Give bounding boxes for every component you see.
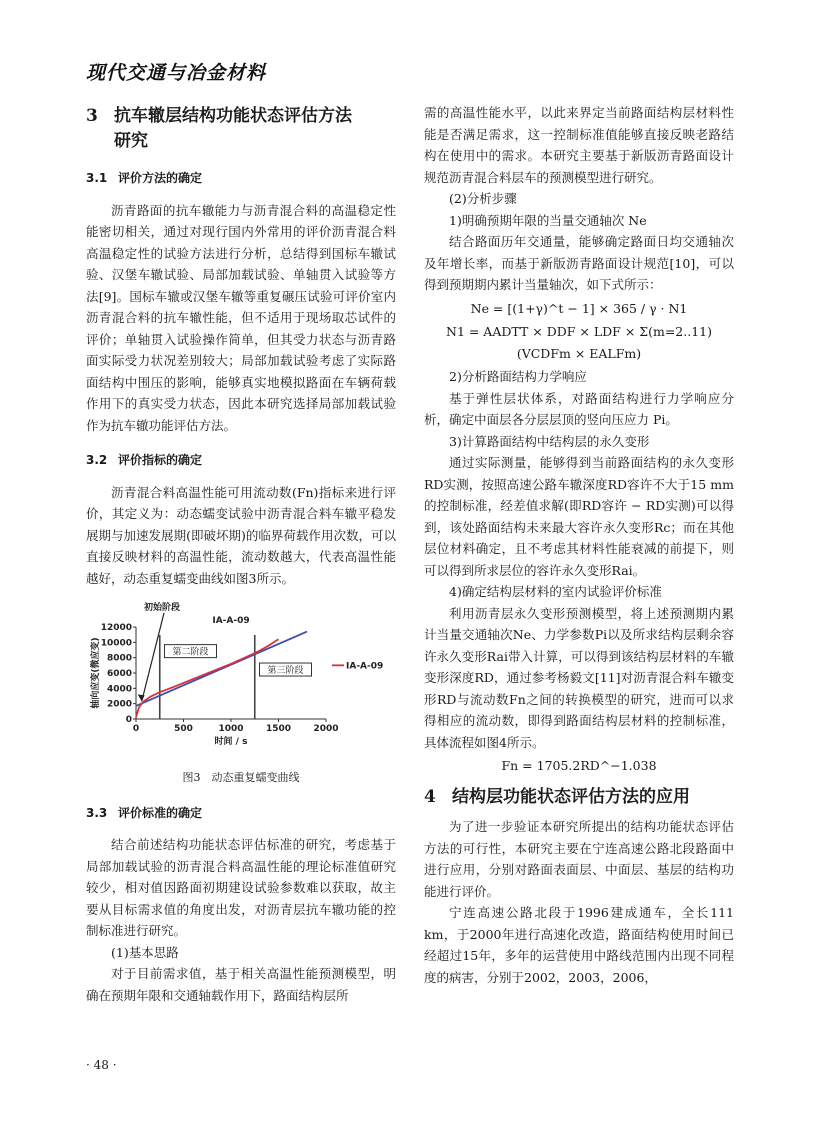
right-column (424, 102, 734, 988)
section-title-line2: 研究 (114, 131, 148, 151)
formula-fn: Fn = 1705.2RD^−1.038 (501, 758, 657, 773)
paragraph: 利用沥青层永久变形预测模型，将上述预测期内累计当量交通轴次Ne、力学参数Pi以及所求结构层剩余容许永久变形Rai带入计算，可以得到该结构层材料的车辙变形深度RD，通过参考杨毅文[11]对沥青混合料车辙变形RD与流动数Fn之间的转换模型的研究，进而可以求得相应的流动数，即得到路面结构层材料的控制标准，具体流程如图4所示。 (424, 605, 734, 750)
paragraph: 结合前述结构功能状态评估标准的研究，考虑基于局部加载试验的沥青混合料高温性能的理论标准值研究较少，相对值因路面初期建设试验参数难以获取，故主要从目标需求值的角度出发，对沥青层抗车辙功能的控制标准进行研究。 (86, 837, 396, 938)
x-tick-label: 0 (132, 724, 140, 734)
step-3-title: 3)计算路面结构中结构层的永久变形 (449, 433, 650, 449)
subsection-number: 3.1 (86, 171, 108, 185)
paragraph: 沥青路面的抗车辙能力与沥青混合料的高温稳定性能密切相关，通过对现行国内外常用的评价沥青混合料高温稳定性的试验方法进行分析，总结得到国标车辙试验、汉堡车辙试验、局部加载试验、单轴贯入试验等方法[9]。国标车辙或汉堡车辙等重复碾压试验可评价室内沥青混合料的抗车辙性能，但不适用于现场取芯试件的评价；单轴贯入试验操作简单，但其受力状态与沥青路面实际受力状况差别较大；局部加载试验考虑了实际路面结构中围压的影响，能够真实地模拟路面在车辆荷载作用下的真实受力状态，因此本研究选择局部加载试验作为抗车辙功能评估方法。 (86, 202, 396, 433)
subsection-title: 评价标准的确定 (118, 805, 203, 820)
figure-3 (86, 597, 396, 765)
figure-caption: 图3 动态重复蠕变曲线 (182, 771, 300, 784)
section-number: 3 (86, 106, 98, 126)
y-tick-label: 8000 (106, 653, 132, 664)
paragraph: 基于弹性层状体系，对路面结构进行力学响应分析，确定中面层各分层层顶的竖向压应力 Pi。 (424, 390, 734, 427)
section-4-heading (424, 787, 734, 809)
formula-ne: Ne = [(1+γ)^t − 1] × 365 / γ · N1 (470, 300, 688, 316)
step-1-title: 1)明确预期年限的当量交通轴次 Ne (449, 212, 647, 228)
stage-2-label: 第二阶段 (172, 647, 209, 658)
paragraph: 通过实际测量，能够得到当前路面结构的永久变形RD实测，按照高速公路车辙深度RD容许不大于15 mm的控制标准，经差值求解(即RD容许 − RD实测)可以得到，该处路面结构未来最大容许永久变形Rc；而在其他层位材料确定，且不考虑其材料性能衰减的前提下，则可以得到所求层位的容许永久变形Rai。 (424, 455, 734, 578)
creep-curve-chart (86, 597, 396, 765)
x-tick-label: 1000 (218, 724, 244, 734)
initial-stage-label: 初始阶段 (144, 603, 181, 613)
initial-stage-arrow (142, 613, 164, 701)
subsection-title: 评价指标的确定 (118, 453, 203, 467)
y-tick-label: 4000 (106, 684, 132, 695)
subsection-title: 评价方法的确定 (118, 171, 203, 185)
step-title: (2)分析步骤 (449, 191, 517, 206)
subsection-3-3-heading (86, 803, 396, 825)
step-4-title: 4)确定结构层材料的室内试验评价标准 (449, 584, 662, 599)
page-number: · 48 · (86, 1058, 117, 1072)
paragraph: 宁连高速公路北段于1996建成通车，全长111 km，于2000年进行高速化改造，路面结构使用时间已经超过15年，多年的运营使用中路线范围内出现不同程度的病害，分别于2002，2003，2006， (424, 905, 734, 985)
x-tick-label: 500 (174, 724, 193, 734)
paragraph: 沥青混合料高温性能可用流动数(Fn)指标来进行评价，其定义为：动态蠕变试验中沥青混合料车辙平稳发展期与加速发展期(即破坏期)的临界荷载作用次数，可以直接反映材料的高温性能，流动数越大，代表高温性能越好，动态重复蠕变曲线如图3所示。 (86, 484, 396, 586)
y-tick-label: 6000 (106, 669, 132, 679)
section-number: 4 (424, 786, 436, 807)
paragraph: 为了进一步验证本研究所提出的结构功能状态评估方法的可行性，本研究主要在宁连高速公路北段路面中进行应用，分别对路面表面层、中面层、基层的结构功能进行评价。 (424, 819, 734, 899)
x-tick-label: 2000 (313, 724, 339, 734)
step-2-title: 2)分析路面结构力学响应 (449, 369, 587, 384)
journal-title: 现代交通与冶金材料 (86, 62, 267, 84)
y-tick-label: 2000 (106, 699, 132, 710)
subsection-number: 3.2 (86, 453, 108, 467)
y-tick-label: 10000 (100, 638, 132, 649)
formula-n1: N1 = AADTT × DDF × LDF × Σ(m=2..11)(VCDFm × EALFm) (446, 324, 712, 361)
y-tick-label: 0 (125, 715, 132, 725)
subsection-3-2-heading (86, 450, 396, 472)
paragraph: (1)基本思路 (111, 944, 179, 960)
stage-3-label: 第三阶段 (267, 666, 304, 677)
chart-title: IA-A-09 (212, 616, 250, 626)
subsection-number: 3.3 (86, 805, 108, 820)
paragraph: 需的高温性能水平，以此来界定当前路面结构层材料性能是否满足需求，这一控制标准值能够直接反映老路结构在使用中的需求。本研究主要基于新版沥青路面设计规范沥青混合料层车的预测模型进行研究。 (424, 105, 734, 185)
left-column (86, 104, 396, 1006)
subsection-3-1-heading (86, 168, 396, 190)
legend-label: IA-A-09 (346, 661, 384, 672)
x-axis-label: 时间 / s (214, 737, 248, 747)
y-tick-label: 12000 (100, 623, 132, 633)
x-tick-label: 1500 (265, 724, 292, 734)
section-title-line1: 抗车辙层结构功能状态评估方法 (114, 106, 352, 126)
section-title: 结构层功能状态评估方法的应用 (452, 786, 690, 807)
paragraph: 对于目前需求值，基于相关高温性能预测模型，明确在预期年限和交通轴载作用下，路面结构层所 (86, 966, 396, 1003)
section-3-heading (86, 104, 396, 154)
y-axis-label: 轴向应变(微应变) (91, 637, 101, 709)
paragraph: 结合路面历年交通量，能够确定路面日均交通轴次及年增长率，而基于新版沥青路面设计规范[10]，可以得到预期期内累计当量轴次，如下式所示： (424, 234, 734, 292)
